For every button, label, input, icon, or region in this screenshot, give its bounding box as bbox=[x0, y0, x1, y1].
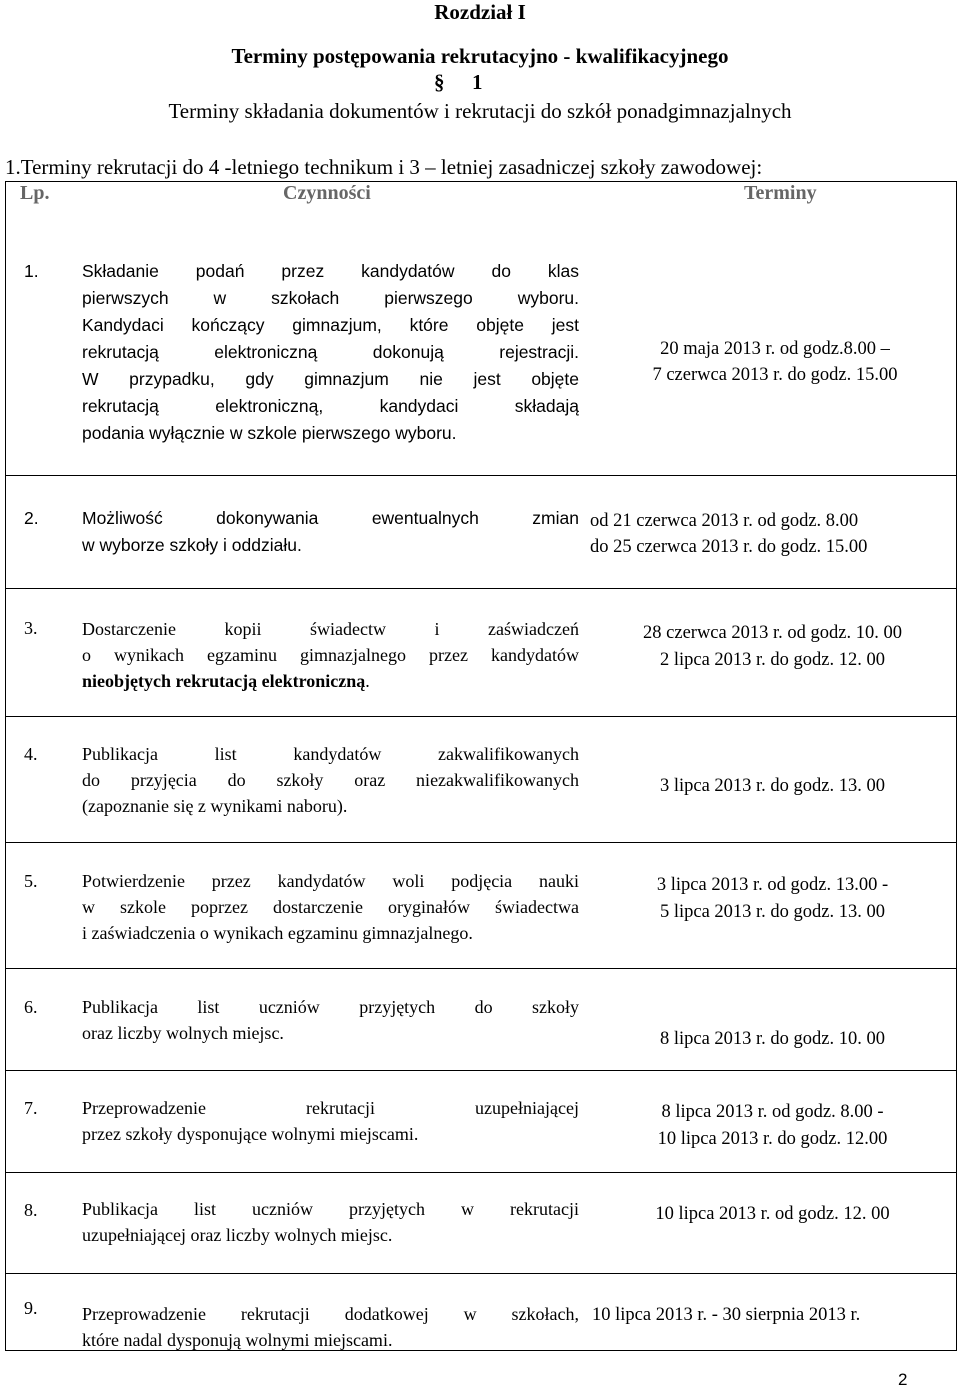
row-activity bbox=[82, 741, 579, 819]
activity-line: Publikacja list kandydatów zakwalifikowanych bbox=[82, 744, 579, 764]
date-line: 2 lipca 2013 r. do godz. 12. 00 bbox=[659, 650, 886, 670]
subtitle: Terminy składania dokumentów i rekrutacji do szkół ponadgimnazjalnych bbox=[168, 99, 792, 123]
row-dates bbox=[600, 336, 950, 388]
row-divider bbox=[5, 716, 957, 717]
row-number: 2. bbox=[24, 508, 39, 528]
date-line: 8 lipca 2013 r. od godz. 8.00 - bbox=[661, 1102, 884, 1122]
date-line: 8 lipca 2013 r. do godz. 10. 00 bbox=[659, 1029, 886, 1049]
activity-line: Przeprowadzenie rekrutacji dodatkowej w szkołach, bbox=[82, 1304, 579, 1324]
row-activity bbox=[82, 994, 579, 1046]
section-sign-icon: § bbox=[434, 70, 445, 94]
activity-line: podania wyłącznie w szkole pierwszego wyboru. bbox=[82, 423, 457, 443]
row-number: 7. bbox=[24, 1098, 38, 1118]
row-divider bbox=[5, 1070, 957, 1071]
table-right-border bbox=[956, 181, 957, 1350]
activity-line: przez szkoły dysponujące wolnymi miejscami. bbox=[82, 1124, 419, 1144]
row-dates bbox=[595, 872, 950, 926]
activity-line: W przypadku, gdy gimnazjum nie jest objęte bbox=[82, 369, 579, 389]
date-line: 10 lipca 2013 r. od godz. 12. 00 bbox=[655, 1204, 890, 1224]
page-number: 2 bbox=[898, 1370, 908, 1389]
paragraph-number: 1 bbox=[472, 70, 483, 94]
row-activity bbox=[82, 1301, 579, 1353]
row-dates bbox=[595, 1099, 950, 1153]
activity-line: Publikacja list uczniów przyjętych do szkoły bbox=[82, 997, 579, 1017]
activity-line: o wynikach egzaminu gimnazjalnego przez kandydatów bbox=[82, 645, 579, 665]
activity-bold-text: nieobjętych rekrutacją elektroniczną bbox=[82, 671, 366, 691]
row-divider bbox=[5, 842, 957, 843]
activity-line: Dostarczenie kopii świadectw i zaświadczeń bbox=[82, 619, 579, 639]
table-left-border bbox=[5, 181, 6, 1350]
activity-line: do przyjęcia do szkoły oraz niezakwalifikowanych bbox=[82, 770, 579, 790]
date-line: 3 lipca 2013 r. od godz. 13.00 - bbox=[656, 875, 889, 895]
date-line: 10 lipca 2013 r. - 30 sierpnia 2013 r. bbox=[592, 1305, 861, 1325]
chapter-title: Rozdział I bbox=[434, 0, 526, 24]
header-lp: Lp. bbox=[20, 182, 50, 204]
row-dates bbox=[595, 1201, 950, 1227]
activity-line: które nadal dysponują wolnymi miejscami. bbox=[82, 1330, 393, 1350]
row-activity bbox=[82, 1196, 579, 1248]
activity-line: oraz liczby wolnych miejsc. bbox=[82, 1023, 284, 1043]
row-number: 9. bbox=[24, 1298, 38, 1318]
activity-line bbox=[82, 668, 579, 694]
row-dates bbox=[592, 1302, 860, 1328]
activity-line: Przeprowadzenie rekrutacji uzupełniającej bbox=[82, 1098, 579, 1118]
row-number: 8. bbox=[24, 1200, 38, 1220]
row-divider bbox=[5, 1273, 957, 1274]
row-activity bbox=[82, 616, 579, 694]
date-line: 20 maja 2013 r. od godz.8.00 – bbox=[660, 339, 890, 359]
activity-line: (zapoznanie się z wynikami naboru). bbox=[82, 796, 348, 816]
header-activity: Czynności bbox=[283, 182, 371, 204]
date-line: do 25 czerwca 2013 r. do godz. 15.00 bbox=[590, 537, 868, 557]
row-divider bbox=[5, 1172, 957, 1173]
row-activity bbox=[82, 1095, 579, 1147]
row-dates bbox=[595, 773, 950, 799]
row-activity bbox=[82, 505, 579, 559]
table-caption: 1.Terminy rekrutacji do 4 -letniego technikum i 3 – letniej zasadniczej szkoły zawodowej: bbox=[5, 155, 763, 179]
row-dates bbox=[595, 620, 950, 674]
activity-line: w wyborze szkoły i oddziału. bbox=[82, 535, 302, 555]
activity-line: pierwszych w szkołach pierwszego wyboru. bbox=[82, 288, 579, 308]
activity-line: rekrutacją elektroniczną dokonują rejestracji. bbox=[82, 342, 579, 362]
date-line: 7 czerwca 2013 r. do godz. 15.00 bbox=[652, 365, 898, 385]
activity-line: Składanie podań przez kandydatów do klas bbox=[82, 261, 579, 281]
row-divider bbox=[5, 475, 957, 476]
row-dates bbox=[590, 508, 867, 560]
row-number: 6. bbox=[24, 997, 38, 1017]
date-line: od 21 czerwca 2013 r. od godz. 8.00 bbox=[590, 511, 859, 531]
activity-line: Kandydaci kończący gimnazjum, które objęte jest bbox=[82, 315, 579, 335]
row-number: 3. bbox=[24, 618, 38, 638]
row-number: 5. bbox=[24, 871, 38, 891]
row-activity bbox=[82, 868, 579, 946]
date-line: 28 czerwca 2013 r. od godz. 10. 00 bbox=[643, 623, 902, 643]
activity-line: Możliwość dokonywania ewentualnych zmian bbox=[82, 508, 579, 528]
activity-line: rekrutacją elektroniczną, kandydaci składają bbox=[82, 396, 579, 416]
header-dates: Terminy bbox=[744, 182, 817, 204]
activity-line: Publikacja list uczniów przyjętych w rekrutacji bbox=[82, 1199, 579, 1219]
activity-bold-suffix: . bbox=[365, 671, 370, 691]
row-divider bbox=[5, 588, 957, 589]
date-line: 3 lipca 2013 r. do godz. 13. 00 bbox=[659, 776, 886, 796]
row-divider bbox=[5, 968, 957, 969]
activity-line: w szkole poprzez dostarczenie oryginałów świadectwa bbox=[82, 897, 579, 917]
section-title: Terminy postępowania rekrutacyjno - kwalifikacyjnego bbox=[231, 44, 729, 68]
row-number: 4. bbox=[24, 744, 38, 764]
row-dates bbox=[595, 1026, 950, 1052]
row-number: 1. bbox=[24, 261, 39, 281]
activity-line: uzupełniającej oraz liczby wolnych miejsc. bbox=[82, 1225, 393, 1245]
row-activity bbox=[82, 258, 579, 447]
activity-line: Potwierdzenie przez kandydatów woli podjęcia nauki bbox=[82, 871, 579, 891]
date-line: 10 lipca 2013 r. do godz. 12.00 bbox=[657, 1129, 888, 1149]
date-line: 5 lipca 2013 r. do godz. 13. 00 bbox=[659, 902, 886, 922]
activity-line: i zaświadczenia o wynikach egzaminu gimnazjalnego. bbox=[82, 923, 473, 943]
